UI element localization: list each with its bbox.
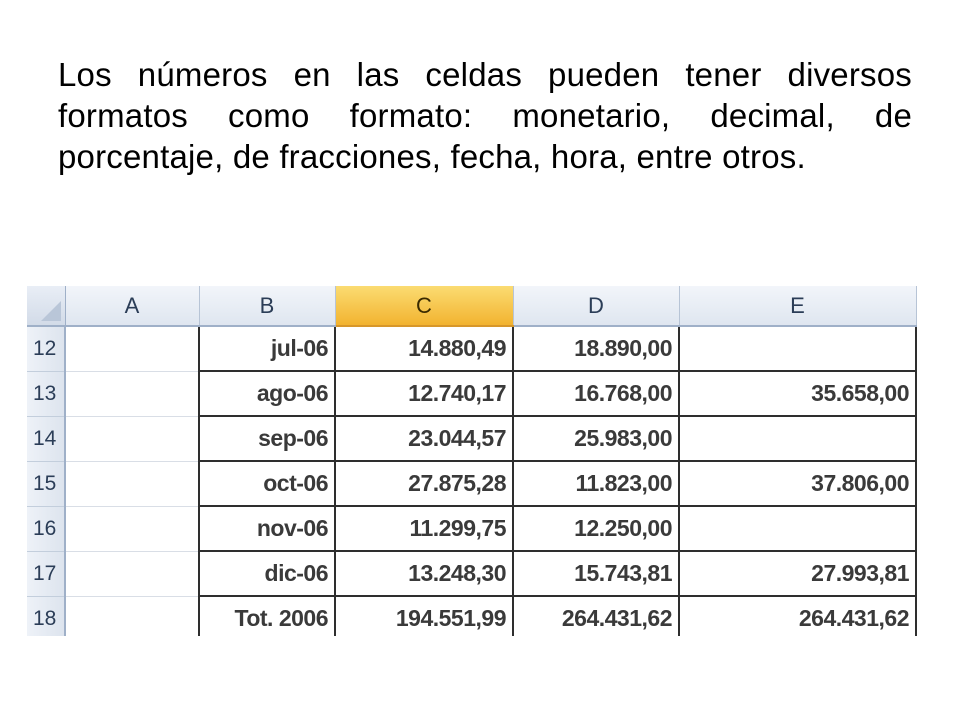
column-header-c[interactable]: C bbox=[335, 286, 513, 326]
cell-e12[interactable] bbox=[679, 326, 916, 371]
row-header[interactable]: 14 bbox=[27, 416, 65, 461]
cell-a18[interactable] bbox=[65, 596, 199, 636]
cell-a13[interactable] bbox=[65, 371, 199, 416]
cell-a14[interactable] bbox=[65, 416, 199, 461]
cell-b17[interactable]: dic-06 bbox=[199, 551, 335, 596]
cell-d15[interactable]: 11.823,00 bbox=[513, 461, 679, 506]
table-row bbox=[27, 506, 916, 551]
cell-a17[interactable] bbox=[65, 551, 199, 596]
cell-d17[interactable]: 15.743,81 bbox=[513, 551, 679, 596]
table-row bbox=[27, 371, 916, 416]
cell-e16[interactable] bbox=[679, 506, 916, 551]
cell-c17[interactable]: 13.248,30 bbox=[335, 551, 513, 596]
cell-e13[interactable]: 35.658,00 bbox=[679, 371, 916, 416]
row-header[interactable]: 16 bbox=[27, 506, 65, 551]
cell-b15[interactable]: oct-06 bbox=[199, 461, 335, 506]
cell-e15[interactable]: 37.806,00 bbox=[679, 461, 916, 506]
intro-paragraph: Los números en las celdas pueden tener diversos formatos como formato: monetario, decimal, de porcentaje, de fracciones, fecha, hora, entre otros. bbox=[58, 56, 912, 175]
table-row bbox=[27, 326, 916, 371]
cell-c16[interactable]: 11.299,75 bbox=[335, 506, 513, 551]
cell-e17[interactable]: 27.993,81 bbox=[679, 551, 916, 596]
column-header-e[interactable]: E bbox=[679, 286, 916, 326]
cell-d14[interactable]: 25.983,00 bbox=[513, 416, 679, 461]
cell-b12[interactable]: jul-06 bbox=[199, 326, 335, 371]
select-all-corner[interactable] bbox=[27, 286, 65, 326]
cell-e14[interactable] bbox=[679, 416, 916, 461]
row-header[interactable]: 13 bbox=[27, 371, 65, 416]
table-row bbox=[27, 551, 916, 596]
column-header-b[interactable]: B bbox=[199, 286, 335, 326]
cell-b16[interactable]: nov-06 bbox=[199, 506, 335, 551]
table-row bbox=[27, 596, 916, 636]
cell-a16[interactable] bbox=[65, 506, 199, 551]
spreadsheet-image bbox=[27, 286, 922, 636]
cell-d12[interactable]: 18.890,00 bbox=[513, 326, 679, 371]
cell-b13[interactable]: ago-06 bbox=[199, 371, 335, 416]
table-row bbox=[27, 461, 916, 506]
row-header[interactable]: 18 bbox=[27, 596, 65, 636]
column-header-d[interactable]: D bbox=[513, 286, 679, 326]
cell-c13[interactable]: 12.740,17 bbox=[335, 371, 513, 416]
column-header-a[interactable]: A bbox=[65, 286, 199, 326]
table-row bbox=[27, 416, 916, 461]
cell-c12[interactable]: 14.880,49 bbox=[335, 326, 513, 371]
cell-a12[interactable] bbox=[65, 326, 199, 371]
cell-d13[interactable]: 16.768,00 bbox=[513, 371, 679, 416]
row-header[interactable]: 17 bbox=[27, 551, 65, 596]
spreadsheet-grid bbox=[27, 286, 917, 636]
row-header[interactable]: 12 bbox=[27, 326, 65, 371]
cell-e18[interactable]: 264.431,62 bbox=[679, 596, 916, 636]
cell-b14[interactable]: sep-06 bbox=[199, 416, 335, 461]
cell-d18[interactable]: 264.431,62 bbox=[513, 596, 679, 636]
cell-c15[interactable]: 27.875,28 bbox=[335, 461, 513, 506]
cell-c14[interactable]: 23.044,57 bbox=[335, 416, 513, 461]
column-header-row bbox=[27, 286, 916, 326]
cell-b18[interactable]: Tot. 2006 bbox=[199, 596, 335, 636]
cell-d16[interactable]: 12.250,00 bbox=[513, 506, 679, 551]
row-header[interactable]: 15 bbox=[27, 461, 65, 506]
cell-a15[interactable] bbox=[65, 461, 199, 506]
cell-c18[interactable]: 194.551,99 bbox=[335, 596, 513, 636]
